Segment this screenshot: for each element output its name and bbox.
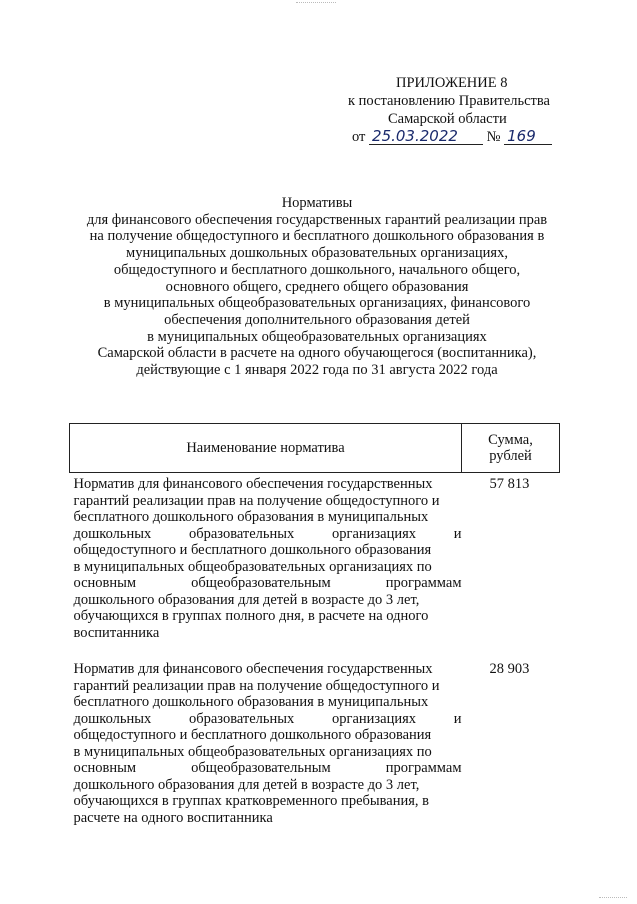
- norm-text-line: бесплатного дошкольного образования в муниципальных: [73, 509, 429, 525]
- norm-name-cell: [70, 473, 462, 642]
- scan-artifact-top: [296, 2, 336, 5]
- norm-text-line: основным общеобразовательным программам: [73, 760, 462, 776]
- sum-header-line: Сумма,: [488, 431, 533, 448]
- norm-text-line: воспитанника: [73, 624, 160, 641]
- date-number-row: [340, 128, 570, 146]
- norm-text-line: обучающихся в группах полного дня, в расчете на одного: [73, 608, 429, 624]
- table-header-row: [70, 424, 560, 473]
- appendix-title: ПРИЛОЖЕНИЕ 8: [396, 75, 508, 91]
- title-line: на получение общедоступного и бесплатного дошкольного образования в: [89, 228, 545, 245]
- document-title: [60, 195, 574, 379]
- table-row: [70, 473, 560, 642]
- title-line: общедоступного и бесплатного дошкольного, начального общего,: [113, 261, 521, 278]
- scan-artifact-bottom: [599, 897, 627, 900]
- norm-sum-cell: 28 903: [489, 661, 530, 677]
- region-name: Самарской области: [388, 111, 507, 127]
- norm-text-line: гарантий реализации прав на получение общедоступного и: [73, 677, 440, 694]
- norm-text-line: в муниципальных общеобразовательных организациях по: [73, 558, 432, 575]
- norm-text-line: в муниципальных общеобразовательных организациях по: [73, 743, 432, 760]
- norm-text-line: Норматив для финансового обеспечения государственных: [73, 476, 433, 492]
- norm-name-cell: [70, 641, 462, 826]
- norm-text-line: общедоступного и бесплатного дошкольного образования: [73, 727, 432, 743]
- norms-table: [69, 423, 560, 826]
- norm-text-line: расчете на одного воспитанника: [73, 809, 273, 826]
- table-row: [70, 641, 560, 826]
- resolution-reference: к постановлению Правительства: [348, 93, 550, 109]
- column-header-name: Наименование норматива: [70, 424, 462, 473]
- column-header-sum: [462, 424, 560, 473]
- norm-text-line: дошкольных образовательных организациях и: [73, 710, 462, 727]
- title-line: действующие с 1 января 2022 года по 31 августа 2022 года: [136, 362, 498, 379]
- date-prefix: от: [352, 129, 366, 145]
- norm-text-line: бесплатного дошкольного образования в муниципальных: [73, 694, 429, 710]
- title-line: Нормативы: [281, 195, 353, 211]
- norm-text-line: гарантий реализации прав на получение общедоступного и: [73, 492, 440, 509]
- sum-header-line: рублей: [489, 448, 532, 464]
- norm-text-line: Норматив для финансового обеспечения государственных: [73, 661, 433, 677]
- number-prefix: №: [486, 129, 501, 145]
- handwritten-number: 169: [504, 128, 552, 145]
- title-line: обеспечения дополнительного образования детей: [164, 311, 470, 328]
- title-line: Самарской области в расчете на одного обучающегося (воспитанника),: [97, 345, 537, 362]
- norm-sum-cell: 57 813: [489, 476, 530, 492]
- norm-text-line: общедоступного и бесплатного дошкольного образования: [73, 542, 432, 558]
- title-line: в муниципальных общеобразовательных организациях, финансового: [103, 295, 531, 312]
- norm-text-line: основным общеобразовательным программам: [73, 575, 462, 591]
- title-line: в муниципальных общеобразовательных организациях: [147, 328, 487, 345]
- title-line: основного общего, среднего общего образования: [165, 278, 469, 295]
- norm-text-line: дошкольных образовательных организациях и: [73, 525, 462, 542]
- title-line: для финансового обеспечения государственных гарантий реализации прав: [86, 211, 548, 228]
- title-line: муниципальных дошкольных образовательных организациях,: [126, 245, 508, 262]
- norm-text-line: дошкольного образования для детей в возрасте до 3 лет,: [73, 591, 420, 608]
- norm-text-line: обучающихся в группах кратковременного пребывания, в: [73, 793, 429, 809]
- handwritten-date: 25.03.2022: [369, 128, 483, 145]
- norm-text-line: дошкольного образования для детей в возрасте до 3 лет,: [73, 776, 420, 793]
- appendix-header: [340, 74, 570, 146]
